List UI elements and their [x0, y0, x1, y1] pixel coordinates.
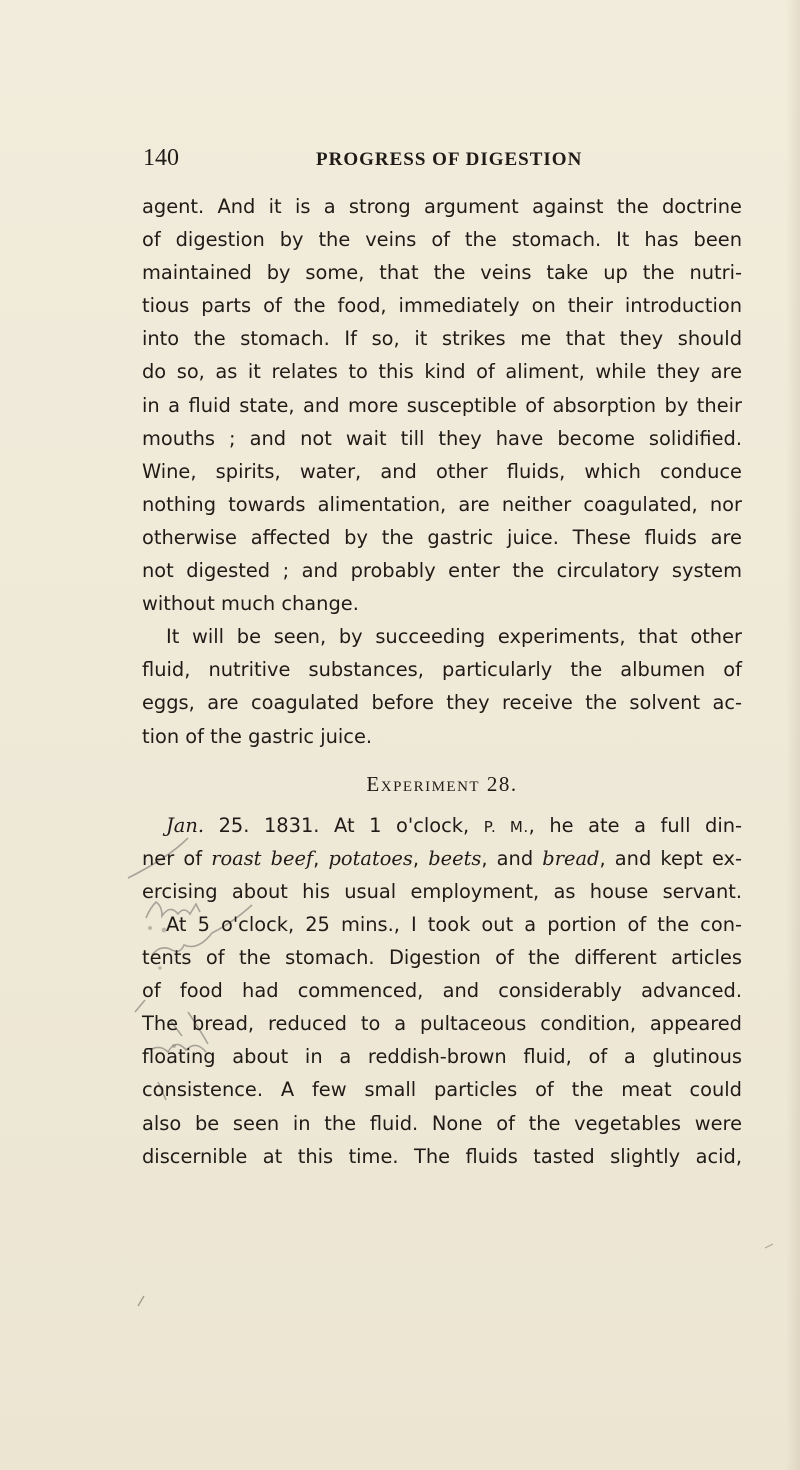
food-roast-beef: roast beef — [211, 846, 314, 870]
experiment-heading-word: Experiment — [366, 771, 481, 796]
text-fragment: 25. 1831. At 1 o'clock, — [204, 813, 484, 837]
text-line: eggs, are coagulated before they receive the solvent ac- — [142, 691, 742, 715]
body-text — [142, 190, 742, 1173]
text-line: consistence. A few small particles of the meat could — [142, 1078, 742, 1102]
text-line: nothing towards alimentation, are neither coagulated, nor — [142, 492, 742, 516]
text-line: maintained by some, that the veins take up the nutri- — [142, 261, 742, 285]
text-fragment: , — [412, 846, 429, 870]
text-line — [142, 809, 742, 842]
text-line: ercising about his usual employment, as house servant. — [142, 879, 742, 903]
text-line: It will be seen, by succeeding experiments, that other — [166, 625, 742, 649]
text-line — [142, 842, 742, 875]
experiment-heading-number: 28. — [486, 771, 518, 796]
text-line: not digested ; and probably enter the circulatory system — [142, 559, 742, 583]
text-fragment: , he ate a full din- — [528, 813, 742, 837]
food-potatoes: potatoes — [328, 846, 413, 870]
text-fragment: , and — [481, 846, 543, 870]
food-beets: beets — [428, 846, 482, 870]
experiment-heading — [142, 768, 742, 801]
text-line: in a fluid state, and more susceptible of absorption by their — [142, 393, 742, 417]
text-line: floating about in a reddish-brown fluid, of a glutinous — [142, 1045, 742, 1069]
text-line: fluid, nutritive substances, particularly the albumen of — [142, 658, 742, 682]
text-line: otherwise affected by the gastric juice. These fluids are — [142, 525, 742, 549]
text-line: At 5 o'clock, 25 mins., I took out a portion of the con- — [166, 912, 742, 936]
text-line: without much change. — [142, 592, 359, 616]
text-line: into the stomach. If so, it strikes me that they should — [142, 327, 742, 351]
food-bread: bread — [542, 846, 600, 870]
text-line: of food had commenced, and considerably advanced. — [142, 979, 742, 1003]
text-line: tious parts of the food, immediately on their introduction — [142, 294, 742, 318]
pm-marker: P. M. — [483, 817, 529, 836]
date-italic: Jan. — [166, 813, 204, 837]
text-line: The bread, reduced to a pultaceous condition, appeared — [142, 1012, 742, 1036]
text-line: discernible at this time. The fluids tasted slightly acid, — [142, 1144, 742, 1168]
text-fragment: ner of — [142, 846, 212, 870]
running-title: PROGRESS OF DIGESTION — [316, 149, 583, 170]
text-line: also be seen in the fluid. None of the vegetables were — [142, 1111, 742, 1135]
text-fragment: , and kept ex- — [599, 846, 743, 870]
text-line: Wine, spirits, water, and other fluids, which conduce — [142, 459, 742, 483]
text-line: agent. And it is a strong argument against the doctrine — [142, 195, 742, 218]
text-line: of digestion by the veins of the stomach. It has been — [142, 228, 742, 252]
text-line: do so, as it relates to this kind of aliment, while they are — [142, 360, 742, 384]
text-line: tents of the stomach. Digestion of the different articles — [142, 946, 742, 970]
text-line: mouths ; and not wait till they have become solidified. — [142, 426, 742, 450]
page-number: 140 — [143, 145, 179, 171]
text-line: tion of the gastric juice. — [142, 724, 373, 748]
text-fragment: , — [313, 846, 329, 870]
